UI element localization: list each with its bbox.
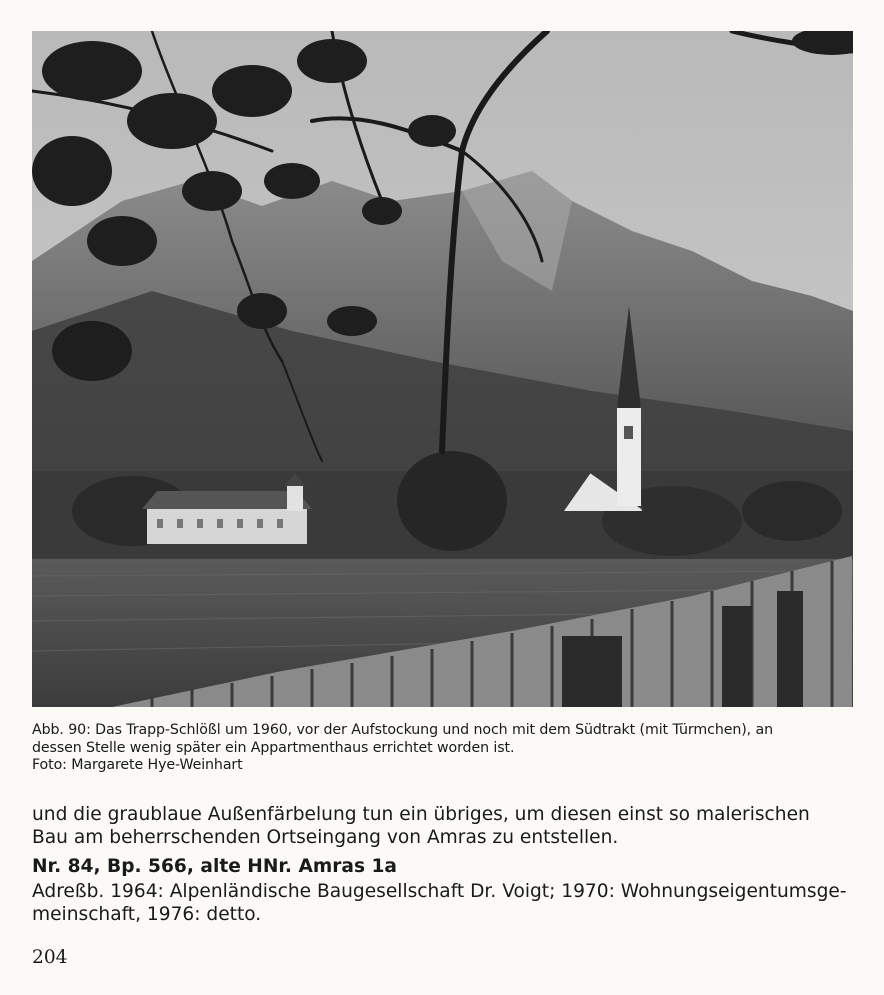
figure-caption [32, 722, 862, 775]
caption-line: Foto: Margarete Hye-Weinhart [32, 757, 243, 773]
page-number: 204 [32, 947, 68, 968]
caption-line: dessen Stelle wenig später ein Appartmenthaus errichtet worden ist. [32, 739, 515, 756]
paragraph-line: Bau am beherrschenden Ortseingang von Amras zu entstellen. [32, 827, 619, 848]
entry-line: meinschaft, 1976: detto. [32, 904, 262, 925]
entry-text [32, 880, 862, 926]
caption-line: Abb. 90: Das Trapp-Schlößl um 1960, vor der Aufstockung und noch mit dem Südtrakt (mit Türmchen), an [32, 722, 773, 738]
entry-line: Adreßb. 1964: Alpenländische Baugesellschaft Dr. Voigt; 1970: Wohnungseigentumsge- [32, 881, 847, 902]
paragraph-line: und die graublaue Außenfärbelung tun ein übriges, um diesen einst so malerischen [32, 804, 810, 825]
entry-heading: Nr. 84, Bp. 566, alte HNr. Amras 1a [32, 856, 397, 877]
paragraph [32, 803, 862, 849]
photograph [32, 31, 853, 707]
